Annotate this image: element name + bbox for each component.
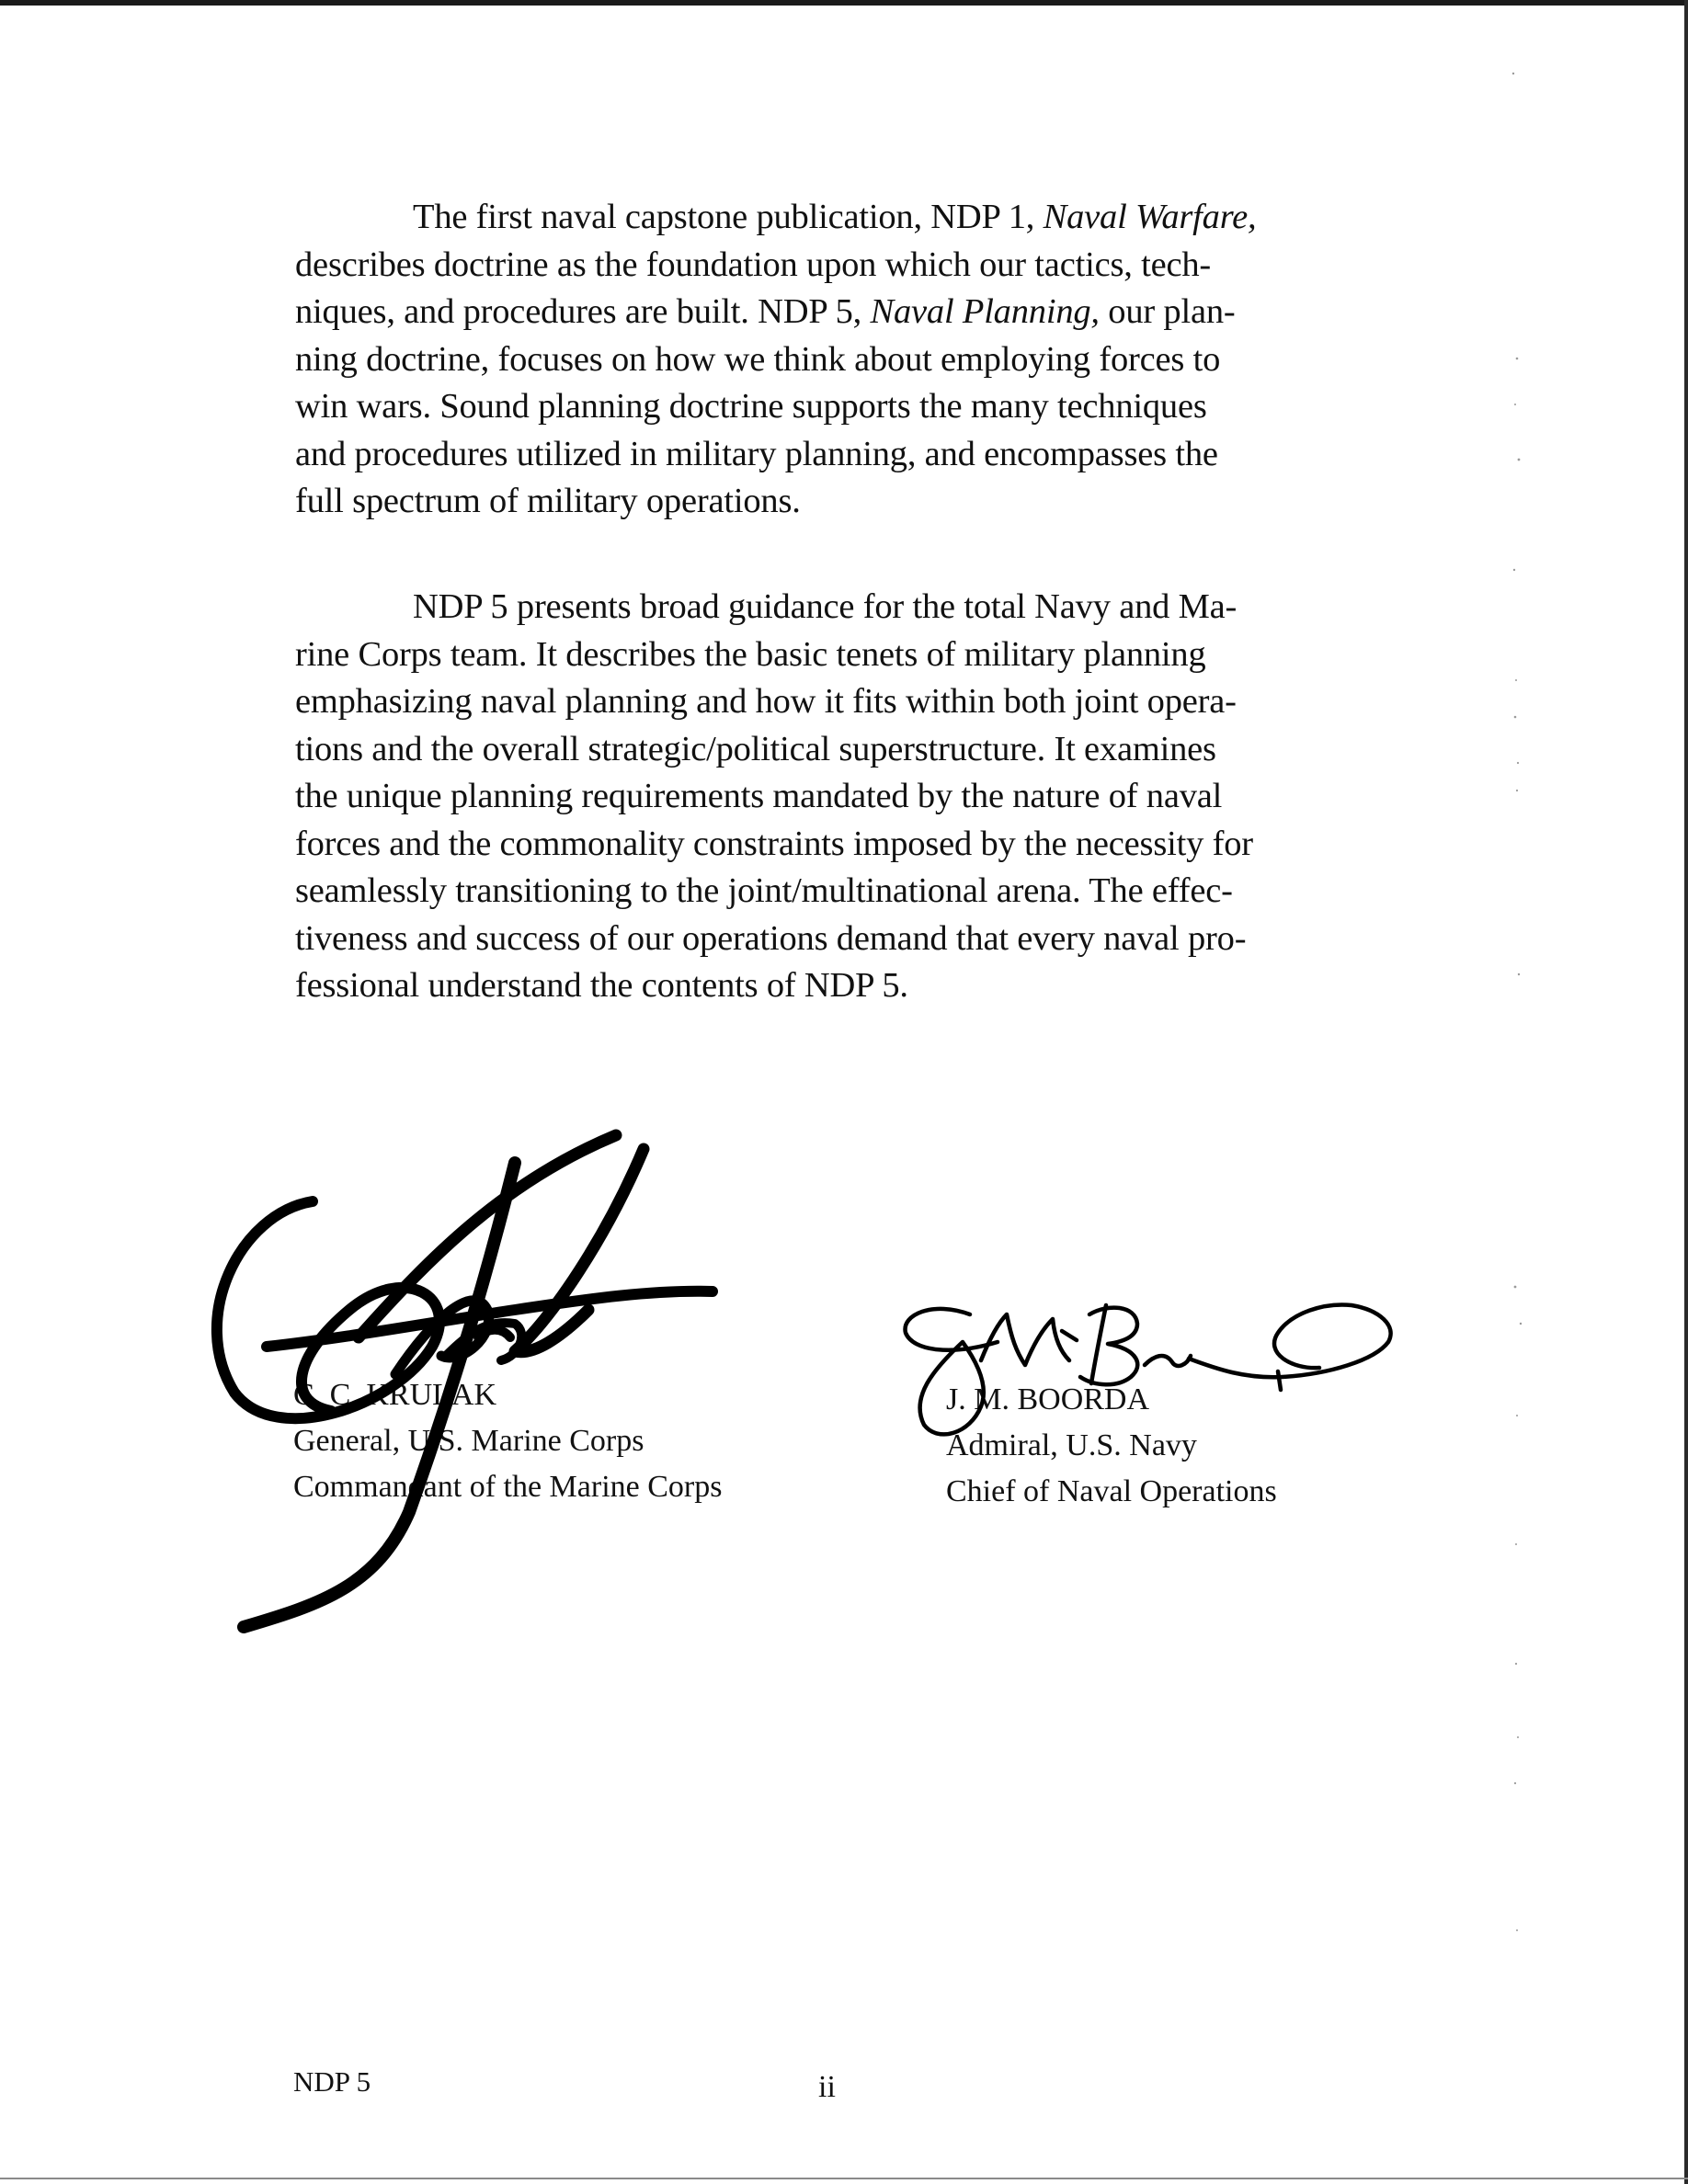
signatory-title: General, U.S. Marine Corps — [293, 1424, 644, 1458]
text-line: full spectrum of military operations. — [295, 482, 801, 520]
paragraph-guidance — [295, 584, 1371, 1010]
text-line: and procedures utilized in military planning, and encompasses the — [295, 434, 1218, 473]
text-line: emphasizing naval planning and how it fits within both joint opera- — [295, 682, 1237, 721]
signatory-name: C. C. KRULAK — [293, 1378, 497, 1412]
text-line: describes doctrine as the foundation upon which our tactics, tech- — [295, 245, 1212, 284]
publication-title-naval-planning: Naval Planning, — [870, 292, 1100, 331]
handwritten-signature-krulak — [211, 1126, 873, 1641]
page-bottom-edge — [0, 2178, 1688, 2179]
text-line — [295, 194, 1371, 242]
text-line: seamlessly transitioning to the joint/multinational arena. The effec- — [295, 871, 1233, 910]
text-line-segment: our plan- — [1099, 292, 1236, 331]
text-line: tiveness and success of our operations demand that every naval pro- — [295, 918, 1247, 958]
text-line: NDP 5 presents broad guidance for the total Navy and Ma- — [413, 587, 1237, 626]
text-line: rine Corps team. It describes the basic tenets of military planning — [295, 634, 1206, 674]
handwritten-signature-boorda — [896, 1278, 1411, 1443]
publication-title-naval-warfare: Naval Warfare, — [1043, 198, 1257, 236]
page-right-edge — [1684, 0, 1688, 2184]
text-line — [295, 289, 1371, 336]
text-line: fessional understand the contents of NDP 5. — [295, 966, 908, 1005]
signatory-title: Admiral, U.S. Navy — [946, 1428, 1197, 1462]
text-line: ning doctrine, focuses on how we think about employing forces to — [295, 339, 1221, 379]
page-top-edge — [0, 0, 1688, 6]
signatory-position: Chief of Naval Operations — [946, 1474, 1277, 1508]
text-line: forces and the commonality constraints imposed by the necessity for — [295, 824, 1253, 863]
text-line-segment: niques, and procedures are built. NDP 5, — [295, 292, 871, 331]
signatory-position: Commandant of the Marine Corps — [293, 1470, 723, 1504]
footer-doc-id: NDP 5 — [293, 2065, 371, 2098]
text-line: tions and the overall strategic/political superstructure. It examines — [295, 729, 1216, 768]
text-line: the unique planning requirements mandated by the nature of naval — [295, 777, 1223, 815]
paragraph-capstone — [295, 194, 1371, 526]
footer-page-number: ii — [818, 2070, 836, 2104]
signatory-name: J. M. BOORDA — [946, 1382, 1150, 1416]
scan-specks — [1508, 55, 1545, 2077]
text-line-segment: The first naval capstone publication, NDP 1, — [413, 198, 1044, 236]
text-line: win wars. Sound planning doctrine supports the many techniques — [295, 387, 1207, 426]
